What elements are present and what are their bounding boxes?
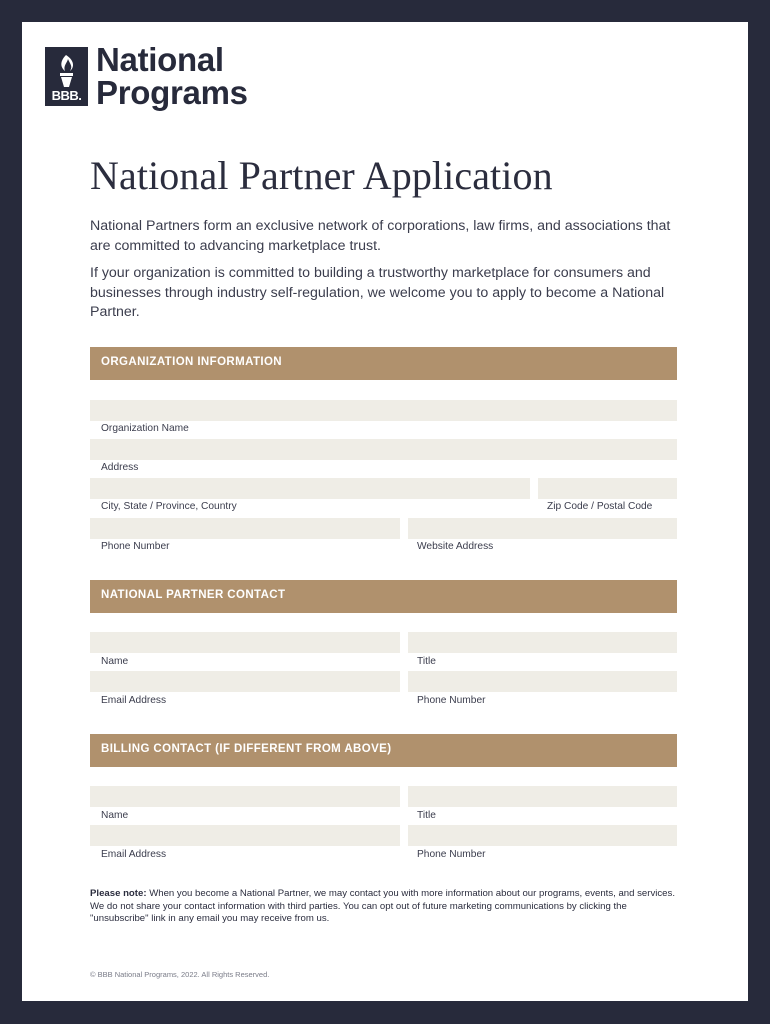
section-header-billing: BILLING CONTACT (IF DIFFERENT FROM ABOVE) xyxy=(90,734,677,767)
logo-wordmark xyxy=(96,43,248,109)
contact-name-label: Name xyxy=(101,656,129,667)
section-header-contact: NATIONAL PARTNER CONTACT xyxy=(90,580,677,613)
page-title: National Partner Application xyxy=(90,153,553,198)
organization-name-label: Organization Name xyxy=(101,423,189,434)
billing-email-label: Email Address xyxy=(101,849,167,860)
intro-paragraph-1: National Partners form an exclusive network of corporations, law firms, and associations that are committed to advancing marketplace trust. xyxy=(90,218,671,254)
torch-icon xyxy=(45,47,88,106)
copyright-footer: © BBB National Programs, 2022. All Rights Reserved. xyxy=(90,970,270,979)
privacy-note xyxy=(90,888,682,926)
privacy-note-text: When you become a National Partner, we may contact you with more information about our programs, events, and services. We do not share your contact information with third parties. You can opt out of future marketing communications by clicking the "unsubscribe" link in any email you may receive from us. xyxy=(90,888,675,924)
logo-line-2: Programs xyxy=(96,74,248,111)
logo-badge: BBB. xyxy=(51,88,82,103)
city-label: City, State / Province, Country xyxy=(101,501,237,512)
contact-title-field[interactable] xyxy=(408,632,677,653)
bbb-logo xyxy=(45,41,265,111)
zip-field[interactable] xyxy=(538,478,677,499)
contact-title-label: Title xyxy=(417,656,436,667)
address-label: Address xyxy=(101,462,139,473)
billing-phone-field[interactable] xyxy=(408,825,677,846)
address-field[interactable] xyxy=(90,439,677,460)
billing-phone-label: Phone Number xyxy=(417,849,486,860)
organization-name-field[interactable] xyxy=(90,400,677,421)
billing-title-label: Title xyxy=(417,810,436,821)
city-field[interactable] xyxy=(90,478,530,499)
section-header-organization: ORGANIZATION INFORMATION xyxy=(90,347,677,380)
contact-name-field[interactable] xyxy=(90,632,400,653)
document-page xyxy=(22,22,748,1001)
privacy-note-label: Please note: xyxy=(90,888,147,899)
zip-label: Zip Code / Postal Code xyxy=(547,501,653,512)
contact-email-field[interactable] xyxy=(90,671,400,692)
org-phone-label: Phone Number xyxy=(101,541,170,552)
website-label: Website Address xyxy=(417,541,494,552)
contact-email-label: Email Address xyxy=(101,695,167,706)
intro-paragraph-2: If your organization is committed to building a trustworthy marketplace for consumers and businesses through industry self-regulation, we welcome you to apply to become a National Partner. xyxy=(90,265,665,320)
billing-name-label: Name xyxy=(101,810,129,821)
billing-title-field[interactable] xyxy=(408,786,677,807)
logo-line-1: National xyxy=(96,41,224,78)
website-field[interactable] xyxy=(408,518,677,539)
contact-phone-label: Phone Number xyxy=(417,695,486,706)
contact-phone-field[interactable] xyxy=(408,671,677,692)
org-phone-field[interactable] xyxy=(90,518,400,539)
billing-name-field[interactable] xyxy=(90,786,400,807)
billing-email-field[interactable] xyxy=(90,825,400,846)
